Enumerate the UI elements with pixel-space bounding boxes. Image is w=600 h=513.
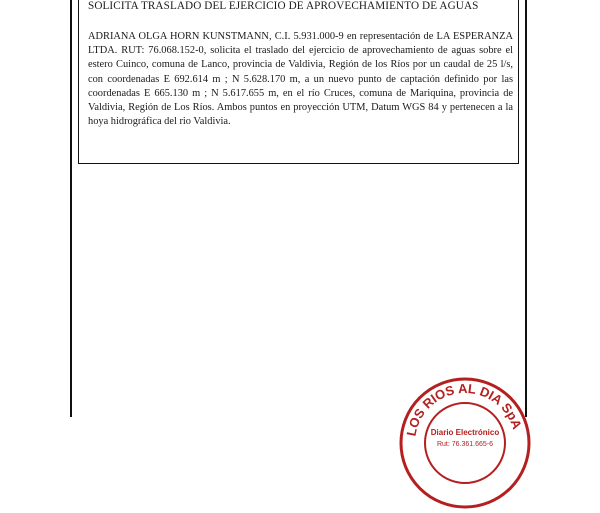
notice-title: SOLICITA TRASLADO DEL EJERCICIO DE APROVECHAMIENTO DE AGUAS <box>88 0 479 12</box>
publisher-stamp <box>395 373 535 513</box>
stamp-inner-line-2: Rut: 76.361.665-6 <box>436 441 494 448</box>
notice-body: ADRIANA OLGA HORN KUNSTMANN, C.I. 5.931.000-9 en representación de LA ESPERANZA LTDA. RUT: 76.068.152-0, solicita el traslado del ejercicio de aprovechamiento de aguas sobre el estero Cuinco, comuna de Lanco, provincia de Valdivia, Región de los Ríos por un caudal de 25 l/s, con coordenadas E 692.614 m ; N 5.628.170 m, a un nuevo punto de captación definido por las coordenadas E 665.130 m ; N 5.617.655 m, en el río Cruces, comuna de Mariquina, provincia de Valdivia, Región de Los Ríos. Ambos puntos en proyección UTM, Datum WGS 84 y pertenecen a la hoya hidrográfica del rio Valdivia. <box>88 31 513 128</box>
stamp-inner-line-1: Diario Electrónico <box>430 428 500 437</box>
stamp-ring-text: LOS RIOS AL DIA SpA <box>403 380 525 438</box>
